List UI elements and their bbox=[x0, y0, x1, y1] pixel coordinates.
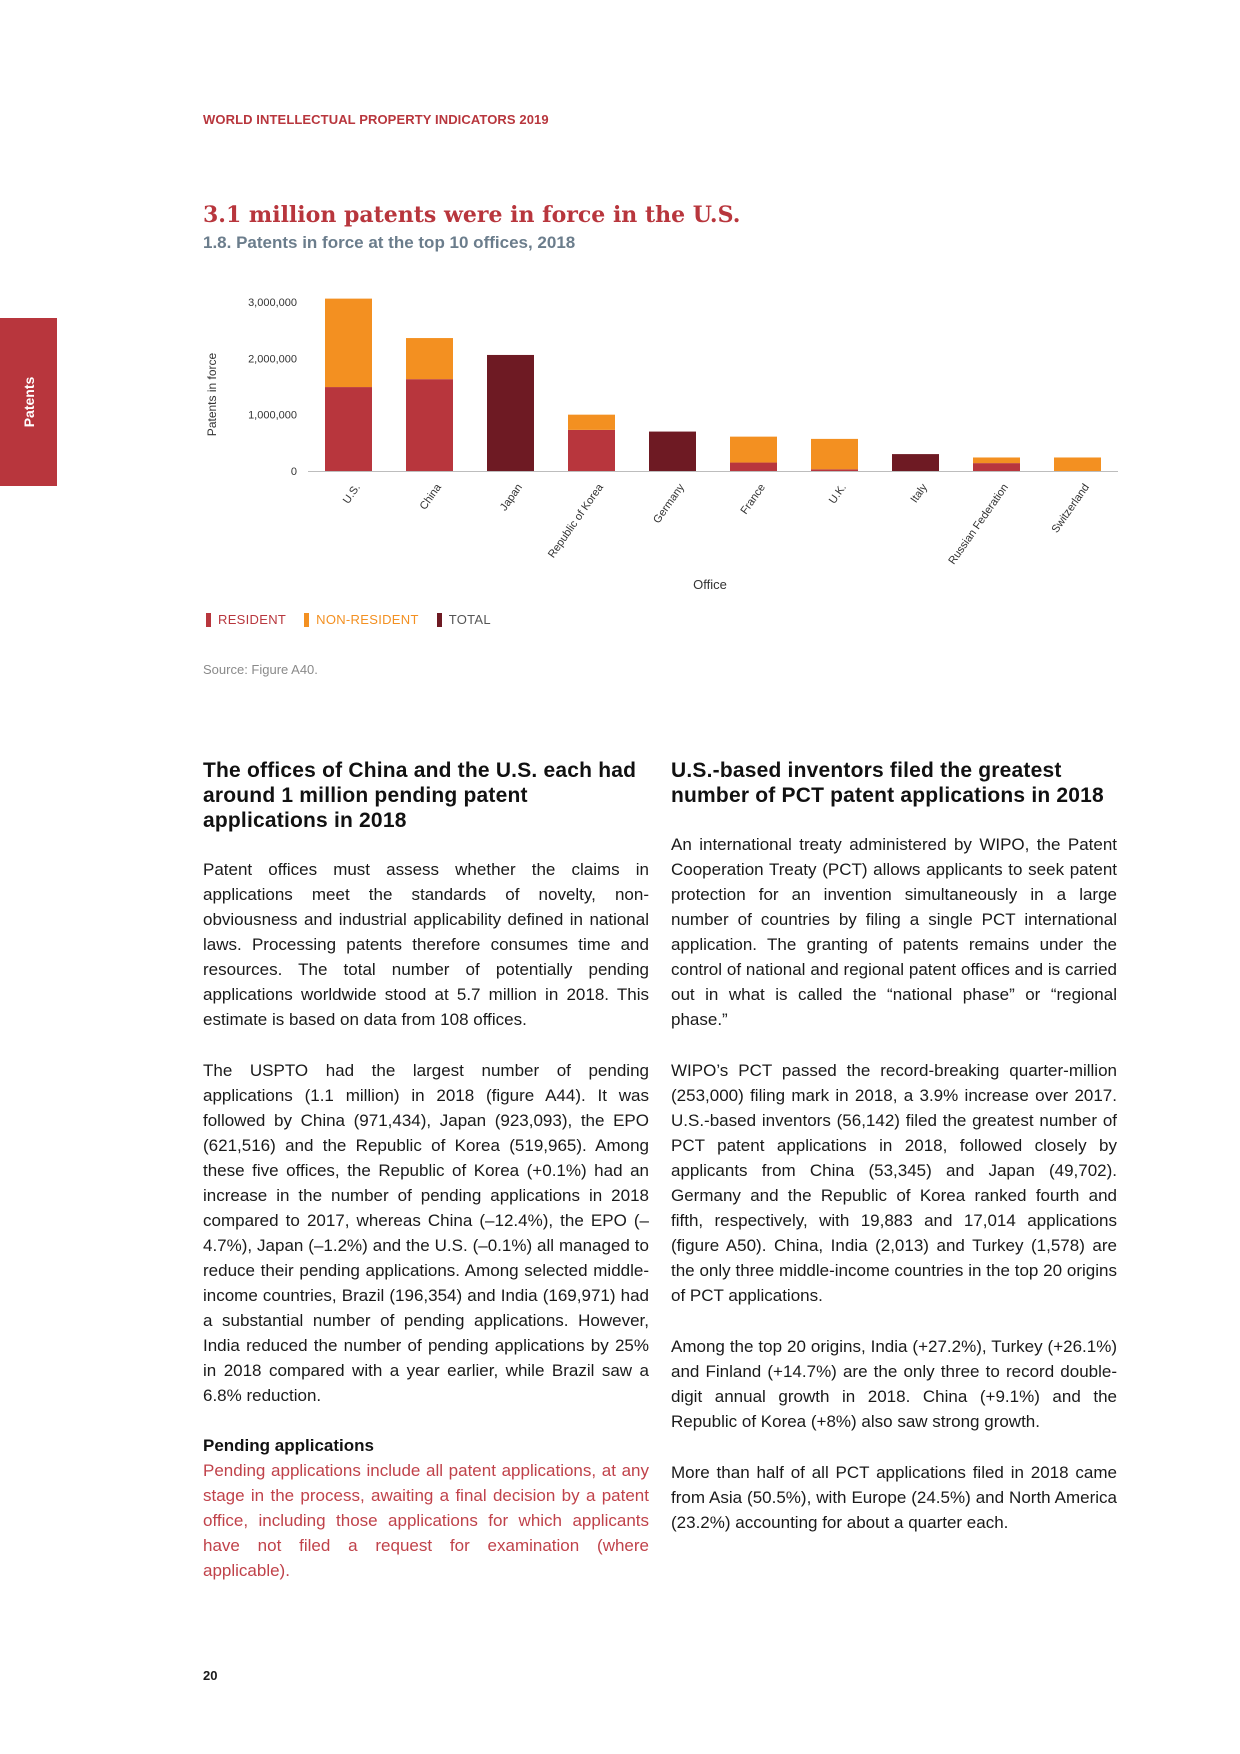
bar-resident bbox=[973, 463, 1020, 471]
bar-non-resident bbox=[568, 415, 615, 430]
x-tick-label: U.K. bbox=[826, 481, 849, 507]
bar-resident bbox=[730, 463, 777, 471]
legend-swatch-resident bbox=[206, 613, 211, 627]
x-tick-label: Switzerland bbox=[1049, 481, 1092, 536]
right-paragraph-4: More than half of all PCT applications filed in 2018 came from Asia (50.5%), with Europe (24.5%) and North America (23.2%) accounting for about a quarter each. bbox=[671, 1463, 1117, 1532]
chart-legend bbox=[206, 612, 491, 627]
bar-resident bbox=[811, 469, 858, 471]
x-tick-label: U.S. bbox=[340, 481, 363, 507]
legend-item-non-resident bbox=[304, 612, 419, 627]
y-tick-label: 3,000,000 bbox=[248, 297, 297, 309]
bar-non-resident bbox=[811, 439, 858, 469]
figure-source: Source: Figure A40. bbox=[203, 662, 318, 677]
legend-label-total: TOTAL bbox=[448, 612, 491, 627]
running-header: WORLD INTELLECTUAL PROPERTY INDICATORS 2019 bbox=[203, 112, 549, 127]
bar-total bbox=[487, 355, 534, 471]
legend-label-resident: RESIDENT bbox=[218, 612, 287, 627]
x-tick-label: France bbox=[738, 481, 768, 517]
x-axis-label: Office bbox=[693, 577, 727, 592]
right-paragraph-2: WIPO’s PCT passed the record-breaking quarter-million (253,000) filing mark in 2018, a 3.9% increase over 2017. U.S.-based inventors (56,142) filed the greatest number of PCT patent applications in 2018, followed closely by applicants from China (53,345) and Japan (49,702). Germany and the Republic of Korea ranked fourth and fifth, respectively, with 19,883 and 17,014 applications (figure A50). China, India (2,013) and Turkey (1,578) are the only three middle-income countries in the top 20 origins of PCT applications. bbox=[671, 1061, 1117, 1305]
right-paragraph-3: Among the top 20 origins, India (+27.2%), Turkey (+26.1%) and Finland (+14.7%) are the only three to record double-digit annual growth in 2018. China (+9.1%) and the Republic of Korea (+8%) also saw strong growth. bbox=[671, 1337, 1117, 1431]
side-tab-label: Patents bbox=[20, 376, 37, 428]
legend-item-total bbox=[437, 612, 491, 627]
legend-item-resident bbox=[206, 612, 286, 627]
bar-resident bbox=[568, 430, 615, 471]
y-tick-label: 2,000,000 bbox=[248, 353, 297, 366]
pending-applications-box-text: Pending applications include all patent applications, at any stage in the process, awaiting a final decision by a patent office, including those applications for which applicants have not filed a request for examination (where applicable). bbox=[203, 1461, 649, 1580]
y-tick-label: 1,000,000 bbox=[248, 409, 297, 422]
x-tick-label: Japan bbox=[497, 481, 525, 514]
x-tick-label: Italy bbox=[908, 481, 930, 506]
right-column bbox=[671, 758, 1117, 1561]
y-tick-label: 0 bbox=[290, 466, 297, 478]
left-column bbox=[203, 758, 649, 1609]
figure-headline: 3.1 million patents were in force in the U.S. bbox=[203, 202, 741, 228]
left-column-heading: The offices of China and the U.S. each had around 1 million pending patent applications in 2018 bbox=[203, 759, 637, 832]
x-tick-label: Russian Federation bbox=[946, 481, 1011, 567]
bar-non-resident bbox=[325, 299, 372, 387]
pending-applications-box-title: Pending applications bbox=[203, 1436, 374, 1455]
page-number: 20 bbox=[203, 1668, 218, 1683]
x-tick-label: China bbox=[417, 481, 444, 513]
legend-label-non-resident: NON-RESIDENT bbox=[316, 612, 419, 627]
x-tick-label: Republic of Korea bbox=[545, 481, 606, 561]
legend-swatch-total bbox=[437, 613, 442, 627]
legend-swatch-non-resident bbox=[304, 613, 309, 627]
left-paragraph-1: Patent offices must assess whether the claims in applications meet the standards of novelty, non-obviousness and industrial applicability defined in national laws. Processing patents therefore consumes time and resources. The total number of potentially pending applications worldwide stood at 5.7 million in 2018. This estimate is based on data from 108 offices. bbox=[203, 860, 649, 1029]
left-paragraph-2: The USPTO had the largest number of pending applications (1.1 million) in 2018 (figure A44). It was followed by China (971,434), Japan (923,093), the EPO (621,516) and the Republic of Korea (519,965). Among these five offices, the Republic of Korea (+0.1%) had an increase in the number of pending applications in 2018 compared to 2017, whereas China (–12.4%), the EPO (–4.7%), Japan (–1.2%) and the U.S. (–0.1%) all managed to reduce their pending applications. Among selected middle-income countries, Brazil (196,354) and India (169,971) had a substantial number of pending applications. However, India reduced the number of pending applications by 25% in 2018 compared with a year earlier, while Brazil saw a 6.8% reduction. bbox=[203, 1061, 649, 1405]
bar-total bbox=[892, 454, 939, 471]
figure-subtitle: 1.8. Patents in force at the top 10 offices, 2018 bbox=[203, 233, 576, 252]
bar-resident bbox=[406, 379, 453, 471]
right-paragraph-1: An international treaty administered by WIPO, the Patent Cooperation Treaty (PCT) allows applicants to seek patent protection for an invention simultaneously in a large number of countries by filing a single PCT international application. The granting of patents remains under the control of national and regional patent offices and is carried out in what is called the “national phase” or “regional phase.” bbox=[671, 835, 1117, 1029]
bar-non-resident bbox=[973, 457, 1020, 463]
bar-non-resident bbox=[406, 338, 453, 379]
right-column-heading: U.S.-based inventors filed the greatest number of PCT patent applications in 2018 bbox=[671, 759, 1104, 807]
y-axis-label: Patents in force bbox=[205, 352, 219, 437]
patents-in-force-chart bbox=[0, 0, 1240, 600]
x-tick-label: Germany bbox=[651, 481, 687, 526]
bar-resident bbox=[325, 387, 372, 471]
bar-non-resident bbox=[730, 437, 777, 463]
bar-non-resident bbox=[1054, 457, 1101, 471]
bar-total bbox=[649, 432, 696, 471]
